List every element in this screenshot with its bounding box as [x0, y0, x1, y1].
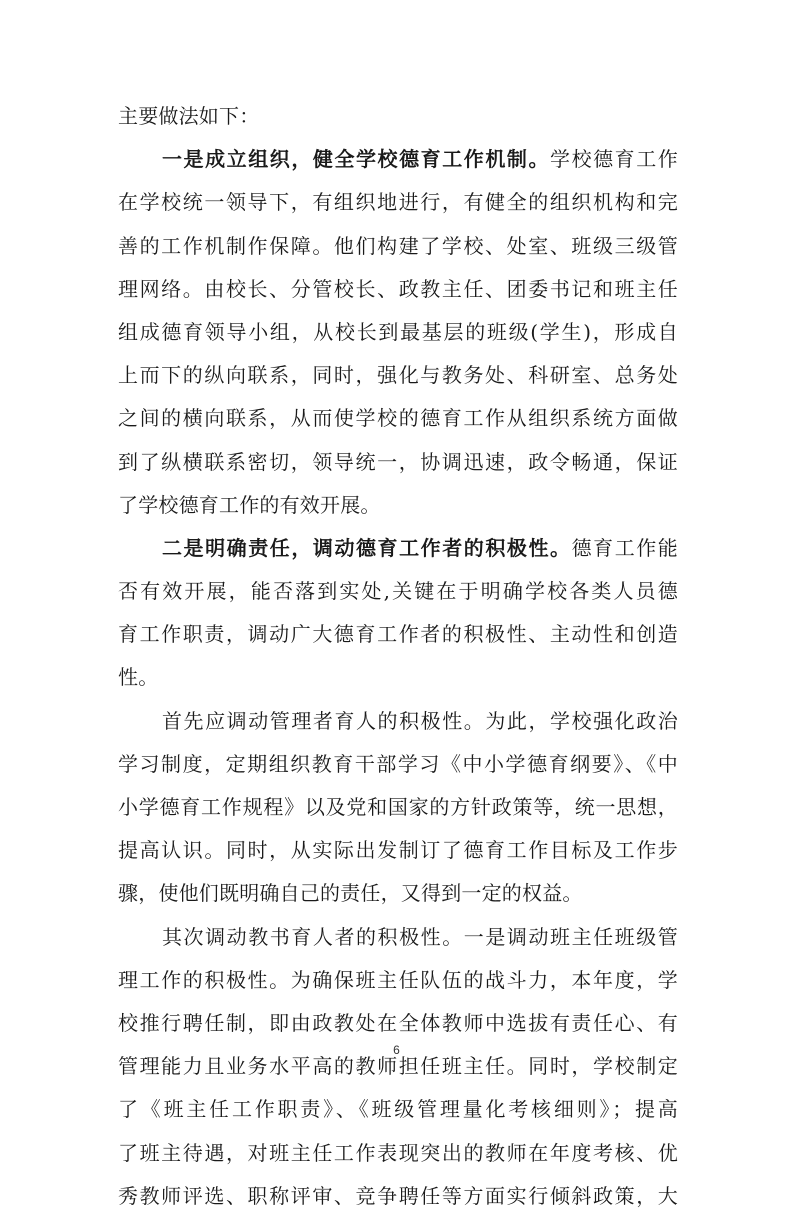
text-line: 首先应调动管理者育人的积极性。为此，学校强化政治	[162, 708, 678, 733]
text-line: 主要做法如下：	[118, 104, 260, 128]
text-line: 校推行聘任制，即由政教处在全体教师中选拔有责任心、有	[118, 1010, 678, 1035]
text-line: 之间的横向联系，从而使学校的德育工作从组织系统方面做	[118, 406, 678, 431]
text-line: 到了纵横联系密切，领导统一，协调迅速，政令畅通，保证	[118, 449, 678, 474]
text-line: 上而下的纵向联系，同时，强化与教务处、科研室、总务处	[118, 363, 678, 388]
text-line: 了班主待遇，对班主任工作表现突出的教师在年度考核、优	[118, 1140, 678, 1165]
text-line: 善的工作机制作保障。他们构建了学校、处室、班级三级管	[118, 233, 678, 258]
text-line: 其次调动教书育人者的积极性。一是调动班主任班级管	[162, 924, 678, 949]
text-line: 了学校德育工作的有效开展。	[118, 492, 381, 517]
text-line: 管理能力且业务水平高的教师担任班主任。同时，学校制定	[118, 1054, 678, 1079]
text-line: 提高认识。同时，从实际出发制订了德育工作目标及工作步	[118, 838, 678, 863]
text-line: 小学德育工作规程》以及党和国家的方针政策等，统一思想，	[118, 795, 678, 819]
text-line: 组成德育领导小组，从校长到最基层的班级(学生)，形成自	[118, 319, 678, 344]
text-line: 理工作的积极性。为确保班主任队伍的战斗力，本年度，学	[118, 967, 678, 992]
page-number: 6	[393, 1043, 400, 1057]
text-line: 在学校统一领导下，有组织地进行，有健全的组织机构和完	[118, 190, 678, 215]
text-line: 一是成立组织，健全学校德育工作机制。学校德育工作	[162, 147, 678, 172]
text-line: 理网络。由校长、分管校长、政教主任、团委书记和班主任	[118, 276, 678, 301]
text-line: 否有效开展，能否落到实处,关键在于明确学校各类人员德	[118, 579, 678, 604]
text-line: 学习制度，定期组织教育干部学习《中小学德育纲要》、《中	[118, 751, 678, 776]
text-line: 骤，使他们既明确自己的责任，又得到一定的权益。	[118, 881, 583, 906]
text-line: 秀教师评选、职称评审、竞争聘任等方面实行倾斜政策，大	[118, 1183, 678, 1208]
text-line: 育工作职责，调动广大德育工作者的积极性、主动性和创造	[118, 622, 678, 647]
text-line: 二是明确责任，调动德育工作者的积极性。德育工作能	[162, 535, 679, 560]
bold-heading: 二是明确责任，调动德育工作者的积极性。	[162, 535, 572, 560]
text-line: 了《班主任工作职责》、《班级管理量化考核细则》；提高	[118, 1097, 678, 1122]
text-line: 性。	[118, 665, 159, 690]
bold-heading: 一是成立组织，健全学校德育工作机制。	[162, 147, 551, 172]
